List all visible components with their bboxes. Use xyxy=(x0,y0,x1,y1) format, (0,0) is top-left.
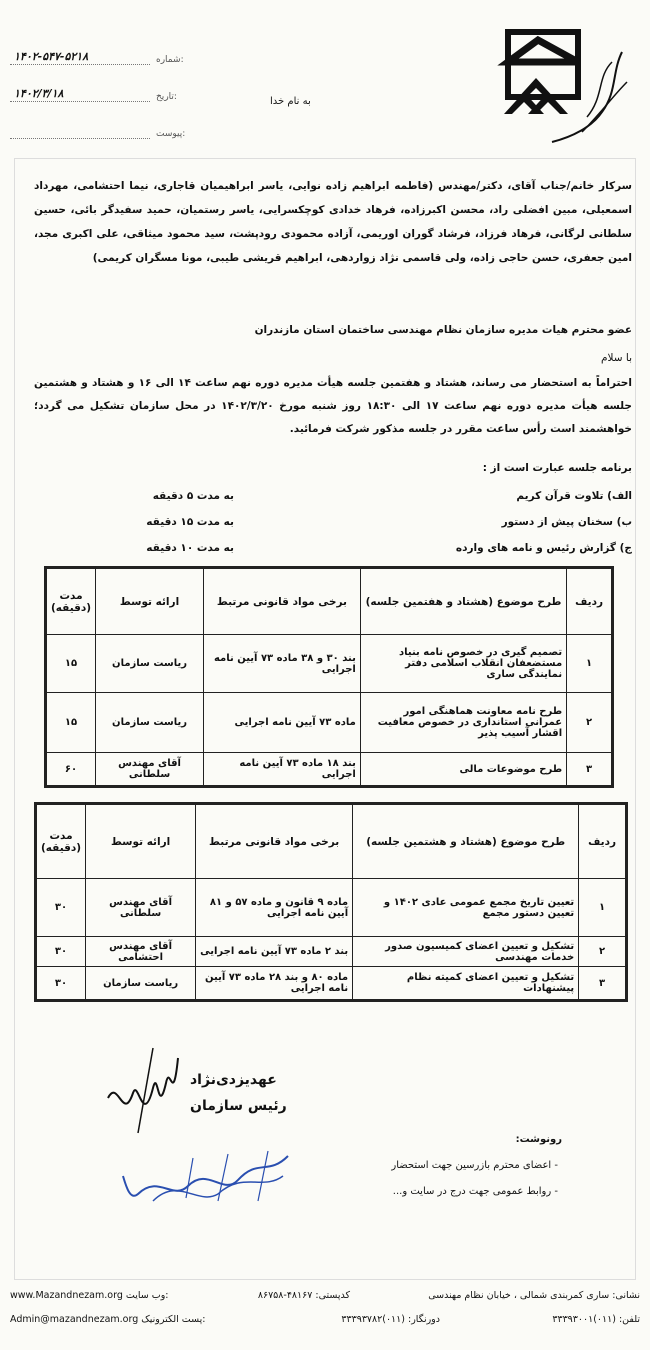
cell-topic: طرح موضوعات مالی xyxy=(360,753,566,786)
cell-row-number: ۳ xyxy=(567,753,612,786)
cell-law: بند ۲ ماده ۷۳ آیین نامه اجرایی xyxy=(196,937,353,967)
signatory-title: رئیس سازمان xyxy=(190,1098,287,1114)
footer-phone xyxy=(552,1314,640,1325)
letter-number-line xyxy=(10,50,150,65)
header-presenter: ارائه توسط xyxy=(96,569,204,635)
cell-law: ماده ۷۳ آیین نامه اجرایی xyxy=(204,693,361,753)
cell-presenter: ریاست سازمان xyxy=(96,635,204,693)
header-topic: طرح موضوع (هشتاد و هفتمین جلسه) xyxy=(360,569,566,635)
cell-law: ماده ۹ قانون و ماده ۵۷ و ۸۱ آیین نامه اجرایی xyxy=(196,879,353,937)
letter-date-label: تاریخ: xyxy=(156,92,177,102)
footer-fax-value: (۰۱۱)۳۳۳۹۳۷۸۲ xyxy=(341,1314,405,1325)
footer-postal-label: کدپستی: xyxy=(315,1290,350,1301)
letter-number-label: شماره: xyxy=(156,55,184,65)
footer-phone-value: (۰۱۱)۳۳۳۹۳۰۰۱ xyxy=(552,1314,616,1325)
footer-fax-label: دورنگار: xyxy=(408,1314,440,1325)
table-row xyxy=(37,879,626,937)
table-header-row xyxy=(37,805,626,879)
footer-email-value[interactable]: Admin@mazandnezam.org xyxy=(10,1314,139,1325)
cell-presenter: آقای مهندس سلطانی xyxy=(86,879,196,937)
cell-law: ماده ۸۰ و بند ۲۸ ماده ۷۳ آیین نامه اجرایی xyxy=(196,967,353,1000)
session-88-table xyxy=(36,804,626,1000)
cell-presenter: ریاست سازمان xyxy=(86,967,196,1000)
footer-postal-value: ۴۸۱۶۷-۸۶۷۵۸ xyxy=(257,1290,313,1301)
agenda-item-title: ب) سخنان پیش از دستور xyxy=(501,516,632,528)
cell-row-number: ۲ xyxy=(579,937,626,967)
table-header-row xyxy=(47,569,612,635)
agenda-item-title: الف) تلاوت قرآن کریم xyxy=(516,490,632,502)
footer-web-label: وب سایت: xyxy=(125,1290,169,1301)
session-87-table-frame xyxy=(44,566,614,788)
table-row xyxy=(37,937,626,967)
cc-item: - روابط عمومی جهت درج در سایت و... xyxy=(392,1186,558,1197)
cc-item: - اعضای محترم بازرسین جهت استحضار xyxy=(391,1160,558,1171)
organization-logo-script xyxy=(542,42,632,152)
greeting-line: با سلام xyxy=(600,352,632,364)
footer-postal xyxy=(258,1290,350,1301)
header-law: برخی مواد قانونی مرتبط xyxy=(204,569,361,635)
header-law: برخی مواد قانونی مرتبط xyxy=(196,805,353,879)
session-87-table xyxy=(46,568,612,786)
footer-address-label: نشانی: xyxy=(612,1290,640,1301)
agenda-item-duration: به مدت ۱۰ دقیقه xyxy=(146,542,234,554)
table-row xyxy=(47,753,612,786)
cell-presenter: آقای مهندس احتشامی xyxy=(86,937,196,967)
recipients-paragraph: سرکار خانم/جناب آقای، دکتر/مهندس (فاطمه ابراهیم زاده نوایی، یاسر ابراهیمیان قاجاری، نیما احتشامی، مهرداد اسمعیلی، مبین افضلی راد، محسن اکبرزاده، فرهاد خدادی کوچکسرایی، یاسر رستمیان، حمید سفیدگر بائی، حسین سلطانی لرگانی، فرهاد فرزاد، فرشاد گوران اوریمی، آزاده محمودی رودپشت، سید محمود میثاقی، علی اکبری مجد، امین جعفری، حسن حاجی زاده، ولی قاسمی نژاد زواردهی، ابراهیم قریشی طیبی، مونا مسگران کریمی) xyxy=(34,180,632,264)
header-duration: مدت (دقیقه) xyxy=(47,569,96,635)
cc-label: رونوشت: xyxy=(515,1134,562,1145)
cell-presenter: ریاست سازمان xyxy=(96,693,204,753)
cell-topic: تصمیم گیری در خصوص نامه بنیاد مستضعفان انقلاب اسلامی دفتر نمایندگی ساری xyxy=(360,635,566,693)
cell-law: بند ۱۸ ماده ۷۳ آیین نامه اجرایی xyxy=(204,753,361,786)
agenda-item-duration: به مدت ۵ دقیقه xyxy=(152,490,234,502)
cell-duration: ۱۵ xyxy=(47,693,96,753)
page-footer xyxy=(0,1282,650,1342)
agenda-item-title: ج) گزارش رئیس و نامه های وارده xyxy=(455,542,632,554)
cell-duration: ۳۰ xyxy=(37,879,86,937)
letter-number-row xyxy=(10,50,184,65)
table-row xyxy=(37,967,626,1000)
cell-law: بند ۳۰ و ۳۸ ماده ۷۳ آیین نامه اجرایی xyxy=(204,635,361,693)
agenda-item xyxy=(34,490,632,502)
letter-date-row xyxy=(10,87,177,102)
cell-row-number: ۱ xyxy=(579,879,626,937)
header-row-number: ردیف xyxy=(579,805,626,879)
table-row xyxy=(47,635,612,693)
cell-row-number: ۱ xyxy=(567,635,612,693)
footer-web-value[interactable]: www.Mazandnezam.org xyxy=(10,1290,123,1301)
header-topic: طرح موضوع (هشتاد و هشتمین جلسه) xyxy=(353,805,579,879)
body-paragraph: احتراماً به استحضار می رساند، هشتاد و هفتمین جلسه هیأت مدیره دوره نهم ساعت ۱۴ الی ۱۶ و هشتاد و هشتمین جلسه هیأت مدیره دوره نهم ساعت ۱۷ الی ۱۸:۳۰ روز شنبه مورخ ۱۴۰۲/۳/۲۰ در محل سازمان تشکیل می گردد؛ خواهشمند است رأس ساعت مقرر در جلسه مذکور شرکت فرمائید. xyxy=(34,377,633,435)
letter-attachment-line xyxy=(10,124,150,139)
cell-topic: تشکیل و تعیین اعضای کمیسیون صدور خدمات مهندسی xyxy=(353,937,579,967)
footer-phone-label: تلفن: xyxy=(618,1314,640,1325)
footer-fax xyxy=(341,1314,440,1325)
cell-row-number: ۳ xyxy=(579,967,626,1000)
addressee-line: عضو محترم هیات مدیره سازمان نظام مهندسی ساختمان استان مازندران xyxy=(254,324,632,336)
footer-address xyxy=(428,1290,640,1301)
agenda-item xyxy=(34,516,632,528)
letter-date-value: ۱۴۰۲/۳/۱۸ xyxy=(14,87,64,100)
cell-duration: ۶۰ xyxy=(47,753,96,786)
cell-topic: تشکیل و تعیین اعضای کمیته نظام پیشنهادات xyxy=(353,967,579,1000)
letter-attachment-label: پیوست: xyxy=(156,129,186,139)
cell-topic: طرح نامه معاونت هماهنگی امور عمرانی استانداری در خصوص معافیت اقشار آسیب پذیر xyxy=(360,693,566,753)
header-row-number: ردیف xyxy=(567,569,612,635)
cell-duration: ۱۵ xyxy=(47,635,96,693)
cell-duration: ۳۰ xyxy=(37,967,86,1000)
footer-address-value: ساری کمربندی شمالی ، خیابان نظام مهندسی xyxy=(428,1290,610,1301)
footer-email xyxy=(10,1314,205,1325)
organization-stamp xyxy=(118,1146,298,1206)
basmala-heading: به نام خدا xyxy=(270,96,311,107)
cell-row-number: ۲ xyxy=(567,693,612,753)
header-presenter: ارائه توسط xyxy=(86,805,196,879)
agenda-intro: برنامه جلسه عبارت است از : xyxy=(482,462,632,474)
agenda-item-duration: به مدت ۱۵ دقیقه xyxy=(146,516,234,528)
footer-email-label: پست الکترونیک: xyxy=(141,1314,206,1325)
cell-presenter: آقای مهندس سلطانی xyxy=(96,753,204,786)
letter-number-value: ۱۴۰۲-۵۴۷-۵۲۱۸ xyxy=(14,50,89,63)
session-88-table-frame xyxy=(34,802,628,1002)
handwritten-signature xyxy=(98,1038,258,1138)
header-duration: مدت (دقیقه) xyxy=(37,805,86,879)
letter-attachment-row xyxy=(10,124,185,139)
letter-date-line xyxy=(10,87,150,102)
cell-duration: ۳۰ xyxy=(37,937,86,967)
cell-topic: تعیین تاریخ مجمع عمومی عادی ۱۴۰۲ و تعیین دستور مجمع xyxy=(353,879,579,937)
footer-web xyxy=(10,1290,169,1301)
agenda-item xyxy=(34,542,632,554)
signatory-name: عهدیزدی‌نژاد xyxy=(190,1072,277,1088)
table-row xyxy=(47,693,612,753)
